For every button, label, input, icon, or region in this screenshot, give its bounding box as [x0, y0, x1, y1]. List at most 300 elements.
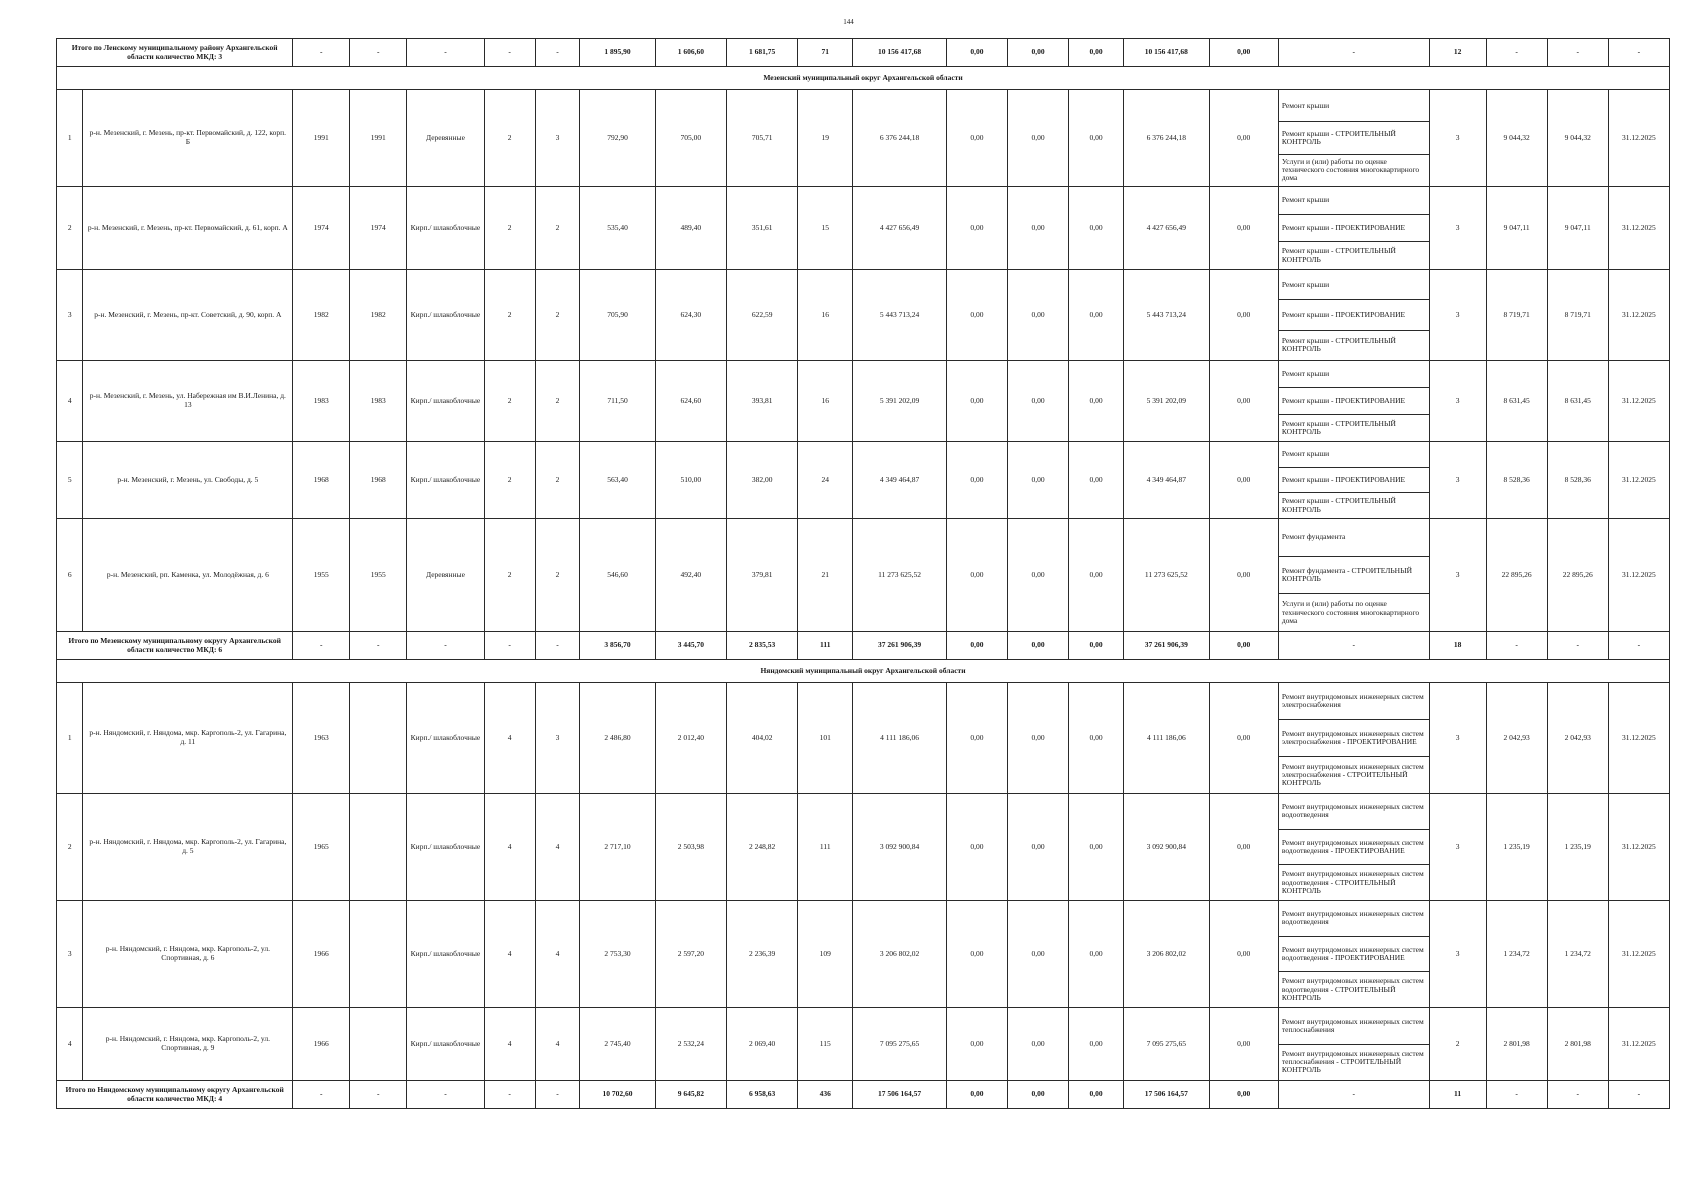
works-cell [1278, 901, 1429, 1008]
work-item: Ремонт крыши - СТРОИТЕЛЬНЫЙ КОНТРОЛЬ [1279, 241, 1429, 269]
total-category: 11 [1429, 1081, 1486, 1109]
entrances-cell: 2 [535, 519, 580, 632]
table-row [57, 1008, 1670, 1081]
total-area-cell: 711,50 [580, 361, 655, 442]
total-wall-material: - [407, 1081, 484, 1109]
owners-funds-cell: 3 092 900,84 [1124, 794, 1210, 901]
total-total-area: 3 856,70 [580, 632, 655, 660]
total-cost-cell: 5 443 713,24 [853, 270, 947, 361]
fund-1-cell: 0,00 [946, 794, 1007, 901]
deadline-cell: 31.12.2025 [1608, 519, 1669, 632]
other-funds-cell: 0,00 [1209, 442, 1278, 519]
section-row [57, 67, 1670, 90]
total-floors: - [484, 39, 535, 67]
year-built-cell: 1991 [293, 90, 350, 187]
table-row [57, 519, 1670, 632]
total-max-cost: - [1547, 1081, 1608, 1109]
floors-cell: 2 [484, 361, 535, 442]
total-entrances: - [535, 39, 580, 67]
residential-area-cell: 351,61 [726, 187, 797, 270]
work-item: Ремонт внутридомовых инженерных систем электроснабжения - СТРОИТЕЛЬНЫЙ КОНТРОЛЬ [1279, 756, 1429, 793]
total-works: - [1278, 1081, 1429, 1109]
total-fund-3: 0,00 [1069, 39, 1124, 67]
fund-3-cell: 0,00 [1069, 187, 1124, 270]
work-item: Ремонт фундамента - СТРОИТЕЛЬНЫЙ КОНТРОЛЬ [1279, 556, 1429, 594]
total-fund-1: 0,00 [946, 1081, 1007, 1109]
total-other-funds: 0,00 [1209, 1081, 1278, 1109]
total-row [57, 39, 1670, 67]
entrances-cell: 2 [535, 442, 580, 519]
other-funds-cell: 0,00 [1209, 519, 1278, 632]
total-fund-1: 0,00 [946, 39, 1007, 67]
entrances-cell: 2 [535, 270, 580, 361]
unit-cost-cell: 8 631,45 [1486, 361, 1547, 442]
total-residents: 71 [798, 39, 853, 67]
total-cost-cell: 6 376 244,18 [853, 90, 947, 187]
total-total-cost: 17 506 164,57 [853, 1081, 947, 1109]
fund-3-cell: 0,00 [1069, 442, 1124, 519]
works-list [1279, 270, 1429, 360]
page-number: 144 [843, 18, 854, 26]
wall-material-cell: Кирп./ шлакоблочные [407, 270, 484, 361]
fund-1-cell: 0,00 [946, 442, 1007, 519]
works-list [1279, 442, 1429, 518]
year-commissioned-cell: 1955 [350, 519, 407, 632]
total-year-commissioned: - [350, 39, 407, 67]
category-cell: 3 [1429, 794, 1486, 901]
section-row [57, 660, 1670, 683]
fund-2-cell: 0,00 [1008, 1008, 1069, 1081]
total-floors: - [484, 1081, 535, 1109]
floors-cell: 4 [484, 794, 535, 901]
works-cell [1278, 794, 1429, 901]
owners-funds-cell: 5 443 713,24 [1124, 270, 1210, 361]
residential-area-cell: 622,59 [726, 270, 797, 361]
premises-area-cell: 492,40 [655, 519, 726, 632]
total-owners-funds: 17 506 164,57 [1124, 1081, 1210, 1109]
year-built-cell: 1966 [293, 901, 350, 1008]
total-other-funds: 0,00 [1209, 632, 1278, 660]
table-row [57, 794, 1670, 901]
works-list [1279, 794, 1429, 900]
total-wall-material: - [407, 632, 484, 660]
total-area-cell: 2 717,10 [580, 794, 655, 901]
row-number: 3 [57, 270, 83, 361]
total-year-commissioned: - [350, 632, 407, 660]
other-funds-cell: 0,00 [1209, 187, 1278, 270]
table-row [57, 90, 1670, 187]
fund-3-cell: 0,00 [1069, 794, 1124, 901]
total-works: - [1278, 632, 1429, 660]
total-entrances: - [535, 632, 580, 660]
wall-material-cell: Кирп./ шлакоблочные [407, 683, 484, 794]
total-premises-area: 3 445,70 [655, 632, 726, 660]
total-deadline: - [1608, 632, 1669, 660]
work-item: Ремонт фундамента [1281, 532, 1346, 542]
year-built-cell: 1955 [293, 519, 350, 632]
premises-area-cell: 2 012,40 [655, 683, 726, 794]
works-list [1279, 901, 1429, 1007]
max-cost-cell: 9 044,32 [1547, 90, 1608, 187]
premises-area-cell: 2 597,20 [655, 901, 726, 1008]
year-built-cell: 1982 [293, 270, 350, 361]
total-total-area: 10 702,60 [580, 1081, 655, 1109]
total-fund-2: 0,00 [1008, 1081, 1069, 1109]
year-built-cell: 1963 [293, 683, 350, 794]
owners-funds-cell: 11 273 625,52 [1124, 519, 1210, 632]
premises-area-cell: 510,00 [655, 442, 726, 519]
work-item: Ремонт крыши [1281, 279, 1330, 289]
work-item: Ремонт крыши [1281, 100, 1330, 110]
works-list [1279, 683, 1429, 793]
total-unit-cost: - [1486, 1081, 1547, 1109]
fund-2-cell: 0,00 [1008, 270, 1069, 361]
total-area-cell: 2 486,80 [580, 683, 655, 794]
premises-area-cell: 2 503,98 [655, 794, 726, 901]
deadline-cell: 31.12.2025 [1608, 270, 1669, 361]
floors-cell: 4 [484, 901, 535, 1008]
total-area-cell: 2 745,40 [580, 1008, 655, 1081]
premises-area-cell: 624,60 [655, 361, 726, 442]
entrances-cell: 4 [535, 901, 580, 1008]
address-cell: р-н. Мезенский, г. Мезень, пр-кт. Первомайский, д. 122, корп. Б [83, 90, 293, 187]
deadline-cell: 31.12.2025 [1608, 187, 1669, 270]
table-row [57, 187, 1670, 270]
total-entrances: - [535, 1081, 580, 1109]
total-row [57, 1081, 1670, 1109]
total-max-cost: - [1547, 632, 1608, 660]
floors-cell: 2 [484, 442, 535, 519]
category-cell: 3 [1429, 442, 1486, 519]
fund-2-cell: 0,00 [1008, 361, 1069, 442]
entrances-cell: 4 [535, 1008, 580, 1081]
work-item: Ремонт крыши [1281, 195, 1330, 205]
fund-3-cell: 0,00 [1069, 683, 1124, 794]
fund-3-cell: 0,00 [1069, 90, 1124, 187]
row-number: 1 [57, 683, 83, 794]
deadline-cell: 31.12.2025 [1608, 794, 1669, 901]
category-cell: 3 [1429, 90, 1486, 187]
work-item: Ремонт крыши - СТРОИТЕЛЬНЫЙ КОНТРОЛЬ [1279, 330, 1429, 360]
owners-funds-cell: 4 427 656,49 [1124, 187, 1210, 270]
address-cell: р-н. Няндомский, г. Няндома, мкр. Каргополь-2, ул. Спортивная, д. 6 [83, 901, 293, 1008]
address-cell: р-н. Няндомский, г. Няндома, мкр. Каргополь-2, ул. Гагарина, д. 5 [83, 794, 293, 901]
unit-cost-cell: 22 895,26 [1486, 519, 1547, 632]
max-cost-cell: 8 719,71 [1547, 270, 1608, 361]
row-number: 2 [57, 187, 83, 270]
total-unit-cost: - [1486, 632, 1547, 660]
works-cell [1278, 442, 1429, 519]
residents-cell: 19 [798, 90, 853, 187]
deadline-cell: 31.12.2025 [1608, 442, 1669, 519]
year-commissioned-cell [350, 901, 407, 1008]
total-cost-cell: 5 391 202,09 [853, 361, 947, 442]
residential-area-cell: 393,81 [726, 361, 797, 442]
residents-cell: 111 [798, 794, 853, 901]
unit-cost-cell: 8 719,71 [1486, 270, 1547, 361]
address-cell: р-н. Няндомский, г. Няндома, мкр. Каргополь-2, ул. Гагарина, д. 11 [83, 683, 293, 794]
row-number: 6 [57, 519, 83, 632]
residential-area-cell: 2 248,82 [726, 794, 797, 901]
works-cell [1278, 1008, 1429, 1081]
deadline-cell: 31.12.2025 [1608, 90, 1669, 187]
work-item: Ремонт крыши - СТРОИТЕЛЬНЫЙ КОНТРОЛЬ [1279, 492, 1429, 518]
fund-1-cell: 0,00 [946, 519, 1007, 632]
floors-cell: 4 [484, 1008, 535, 1081]
owners-funds-cell: 6 376 244,18 [1124, 90, 1210, 187]
table-row [57, 270, 1670, 361]
table-row [57, 442, 1670, 519]
work-item: Ремонт внутридомовых инженерных систем водоотведения - ПРОЕКТИРОВАНИЕ [1279, 829, 1429, 865]
total-total-area: 1 895,90 [580, 39, 655, 67]
wall-material-cell: Кирп./ шлакоблочные [407, 901, 484, 1008]
unit-cost-cell: 2 801,98 [1486, 1008, 1547, 1081]
work-item: Ремонт крыши - ПРОЕКТИРОВАНИЕ [1279, 467, 1429, 493]
unit-cost-cell: 1 235,19 [1486, 794, 1547, 901]
owners-funds-cell: 5 391 202,09 [1124, 361, 1210, 442]
residential-area-cell: 382,00 [726, 442, 797, 519]
total-area-cell: 546,60 [580, 519, 655, 632]
table-body [57, 39, 1670, 1109]
total-fund-3: 0,00 [1069, 1081, 1124, 1109]
work-item: Ремонт крыши [1281, 449, 1330, 459]
work-item: Ремонт внутридомовых инженерных систем водоотведения [1281, 909, 1424, 927]
fund-1-cell: 0,00 [946, 361, 1007, 442]
total-deadline: - [1608, 1081, 1669, 1109]
works-list [1279, 1008, 1429, 1080]
total-residents: 436 [798, 1081, 853, 1109]
category-cell: 3 [1429, 683, 1486, 794]
deadline-cell: 31.12.2025 [1608, 361, 1669, 442]
total-total-cost: 37 261 906,39 [853, 632, 947, 660]
total-floors: - [484, 632, 535, 660]
work-item: Ремонт крыши - ПРОЕКТИРОВАНИЕ [1279, 214, 1429, 242]
total-year-built: - [293, 632, 350, 660]
total-cost-cell: 3 092 900,84 [853, 794, 947, 901]
premises-area-cell: 489,40 [655, 187, 726, 270]
work-item: Ремонт внутридомовых инженерных систем водоотведения - СТРОИТЕЛЬНЫЙ КОНТРОЛЬ [1279, 971, 1429, 1007]
owners-funds-cell: 3 206 802,02 [1124, 901, 1210, 1008]
premises-area-cell: 705,00 [655, 90, 726, 187]
entrances-cell: 4 [535, 794, 580, 901]
work-item: Ремонт внутридомовых инженерных систем теплоснабжения [1281, 1016, 1424, 1034]
floors-cell: 2 [484, 519, 535, 632]
max-cost-cell: 2 042,93 [1547, 683, 1608, 794]
total-owners-funds: 37 261 906,39 [1124, 632, 1210, 660]
entrances-cell: 2 [535, 361, 580, 442]
work-item: Ремонт крыши - СТРОИТЕЛЬНЫЙ КОНТРОЛЬ [1279, 414, 1429, 441]
entrances-cell: 3 [535, 90, 580, 187]
total-year-built: - [293, 39, 350, 67]
total-fund-2: 0,00 [1008, 632, 1069, 660]
fund-1-cell: 0,00 [946, 1008, 1007, 1081]
total-fund-3: 0,00 [1069, 632, 1124, 660]
total-area-cell: 705,90 [580, 270, 655, 361]
floors-cell: 2 [484, 187, 535, 270]
wall-material-cell: Кирп./ шлакоблочные [407, 1008, 484, 1081]
fund-3-cell: 0,00 [1069, 901, 1124, 1008]
premises-area-cell: 2 532,24 [655, 1008, 726, 1081]
total-cost-cell: 4 111 186,06 [853, 683, 947, 794]
total-year-commissioned: - [350, 1081, 407, 1109]
total-label: Итого по Ленскому муниципальному району Архангельской области количество МКД: 3 [57, 39, 293, 67]
total-wall-material: - [407, 39, 484, 67]
work-item: Ремонт крыши - ПРОЕКТИРОВАНИЕ [1279, 299, 1429, 329]
table-row [57, 901, 1670, 1008]
total-max-cost: - [1547, 39, 1608, 67]
address-cell: р-н. Мезенский, г. Мезень, пр-кт. Первомайский, д. 61, корп. А [83, 187, 293, 270]
year-commissioned-cell: 1983 [350, 361, 407, 442]
total-area-cell: 563,40 [580, 442, 655, 519]
year-commissioned-cell: 1974 [350, 187, 407, 270]
address-cell: р-н. Мезенский, г. Мезень, ул. Набережная им В.И.Ленина, д. 13 [83, 361, 293, 442]
section-title: Мезенский муниципальный округ Архангельской области [57, 67, 1670, 90]
work-item: Услуги и (или) работы по оценке технического состояния многоквартирного дома [1279, 593, 1429, 631]
category-cell: 2 [1429, 1008, 1486, 1081]
total-residential-area: 2 835,53 [726, 632, 797, 660]
year-commissioned-cell [350, 1008, 407, 1081]
row-number: 3 [57, 901, 83, 1008]
residents-cell: 16 [798, 270, 853, 361]
unit-cost-cell: 9 047,11 [1486, 187, 1547, 270]
address-cell: р-н. Няндомский, г. Няндома, мкр. Каргополь-2, ул. Спортивная, д. 9 [83, 1008, 293, 1081]
works-list [1279, 187, 1429, 269]
other-funds-cell: 0,00 [1209, 901, 1278, 1008]
works-cell [1278, 187, 1429, 270]
work-item: Услуги и (или) работы по оценке технического состояния многоквартирного дома [1279, 154, 1429, 186]
max-cost-cell: 9 047,11 [1547, 187, 1608, 270]
total-label: Итого по Мезенскому муниципальному округу Архангельской области количество МКД: 6 [57, 632, 293, 660]
fund-2-cell: 0,00 [1008, 90, 1069, 187]
category-cell: 3 [1429, 901, 1486, 1008]
residents-cell: 24 [798, 442, 853, 519]
unit-cost-cell: 8 528,36 [1486, 442, 1547, 519]
work-item: Ремонт крыши - СТРОИТЕЛЬНЫЙ КОНТРОЛЬ [1279, 121, 1429, 153]
works-list [1279, 361, 1429, 441]
owners-funds-cell: 4 111 186,06 [1124, 683, 1210, 794]
total-cost-cell: 3 206 802,02 [853, 901, 947, 1008]
fund-3-cell: 0,00 [1069, 270, 1124, 361]
total-row [57, 632, 1670, 660]
max-cost-cell: 1 234,72 [1547, 901, 1608, 1008]
residents-cell: 15 [798, 187, 853, 270]
residential-area-cell: 404,02 [726, 683, 797, 794]
other-funds-cell: 0,00 [1209, 794, 1278, 901]
total-area-cell: 535,40 [580, 187, 655, 270]
residential-area-cell: 2 236,39 [726, 901, 797, 1008]
wall-material-cell: Деревянные [407, 519, 484, 632]
other-funds-cell: 0,00 [1209, 270, 1278, 361]
works-cell [1278, 519, 1429, 632]
row-number: 1 [57, 90, 83, 187]
total-works: - [1278, 39, 1429, 67]
total-residential-area: 6 958,63 [726, 1081, 797, 1109]
category-cell: 3 [1429, 187, 1486, 270]
fund-2-cell: 0,00 [1008, 683, 1069, 794]
year-built-cell: 1965 [293, 794, 350, 901]
works-cell [1278, 270, 1429, 361]
unit-cost-cell: 2 042,93 [1486, 683, 1547, 794]
year-built-cell: 1966 [293, 1008, 350, 1081]
year-commissioned-cell: 1968 [350, 442, 407, 519]
year-built-cell: 1983 [293, 361, 350, 442]
wall-material-cell: Деревянные [407, 90, 484, 187]
total-fund-2: 0,00 [1008, 39, 1069, 67]
works-cell [1278, 90, 1429, 187]
year-commissioned-cell [350, 683, 407, 794]
floors-cell: 2 [484, 270, 535, 361]
floors-cell: 2 [484, 90, 535, 187]
total-cost-cell: 11 273 625,52 [853, 519, 947, 632]
address-cell: р-н. Мезенский, г. Мезень, ул. Свободы, д. 5 [83, 442, 293, 519]
total-residential-area: 1 681,75 [726, 39, 797, 67]
year-built-cell: 1968 [293, 442, 350, 519]
total-label: Итого по Няндомскому муниципальному округу Архангельской области количество МКД: 4 [57, 1081, 293, 1109]
year-commissioned-cell [350, 794, 407, 901]
fund-3-cell: 0,00 [1069, 1008, 1124, 1081]
total-deadline: - [1608, 39, 1669, 67]
fund-1-cell: 0,00 [946, 187, 1007, 270]
entrances-cell: 3 [535, 683, 580, 794]
works-cell [1278, 683, 1429, 794]
unit-cost-cell: 1 234,72 [1486, 901, 1547, 1008]
total-owners-funds: 10 156 417,68 [1124, 39, 1210, 67]
work-item: Ремонт внутридомовых инженерных систем теплоснабжения - СТРОИТЕЛЬНЫЙ КОНТРОЛЬ [1279, 1044, 1429, 1081]
fund-3-cell: 0,00 [1069, 361, 1124, 442]
year-commissioned-cell: 1991 [350, 90, 407, 187]
total-premises-area: 1 606,60 [655, 39, 726, 67]
work-item: Ремонт внутридомовых инженерных систем водоотведения - ПРОЕКТИРОВАНИЕ [1279, 936, 1429, 972]
work-item: Ремонт внутридомовых инженерных систем водоотведения - СТРОИТЕЛЬНЫЙ КОНТРОЛЬ [1279, 864, 1429, 900]
residential-area-cell: 705,71 [726, 90, 797, 187]
total-year-built: - [293, 1081, 350, 1109]
row-number: 2 [57, 794, 83, 901]
work-item: Ремонт внутридомовых инженерных систем электроснабжения - ПРОЕКТИРОВАНИЕ [1279, 719, 1429, 756]
other-funds-cell: 0,00 [1209, 361, 1278, 442]
table-row [57, 683, 1670, 794]
max-cost-cell: 2 801,98 [1547, 1008, 1608, 1081]
fund-2-cell: 0,00 [1008, 442, 1069, 519]
total-premises-area: 9 645,82 [655, 1081, 726, 1109]
capital-repair-table [56, 38, 1670, 1109]
max-cost-cell: 8 631,45 [1547, 361, 1608, 442]
residents-cell: 109 [798, 901, 853, 1008]
row-number: 4 [57, 361, 83, 442]
total-cost-cell: 4 427 656,49 [853, 187, 947, 270]
fund-2-cell: 0,00 [1008, 187, 1069, 270]
year-commissioned-cell: 1982 [350, 270, 407, 361]
wall-material-cell: Кирп./ шлакоблочные [407, 442, 484, 519]
fund-2-cell: 0,00 [1008, 901, 1069, 1008]
category-cell: 3 [1429, 519, 1486, 632]
total-category: 12 [1429, 39, 1486, 67]
residential-area-cell: 379,81 [726, 519, 797, 632]
other-funds-cell: 0,00 [1209, 1008, 1278, 1081]
wall-material-cell: Кирп./ шлакоблочные [407, 361, 484, 442]
floors-cell: 4 [484, 683, 535, 794]
fund-1-cell: 0,00 [946, 90, 1007, 187]
year-built-cell: 1974 [293, 187, 350, 270]
work-item: Ремонт внутридомовых инженерных систем электроснабжения [1281, 691, 1424, 709]
residents-cell: 115 [798, 1008, 853, 1081]
address-cell: р-н. Мезенский, рп. Каменка, ул. Молодёжная, д. 6 [83, 519, 293, 632]
residents-cell: 21 [798, 519, 853, 632]
fund-2-cell: 0,00 [1008, 794, 1069, 901]
total-other-funds: 0,00 [1209, 39, 1278, 67]
work-item: Ремонт крыши - ПРОЕКТИРОВАНИЕ [1279, 387, 1429, 414]
work-item: Ремонт внутридомовых инженерных систем водоотведения [1281, 802, 1424, 820]
deadline-cell: 31.12.2025 [1608, 1008, 1669, 1081]
